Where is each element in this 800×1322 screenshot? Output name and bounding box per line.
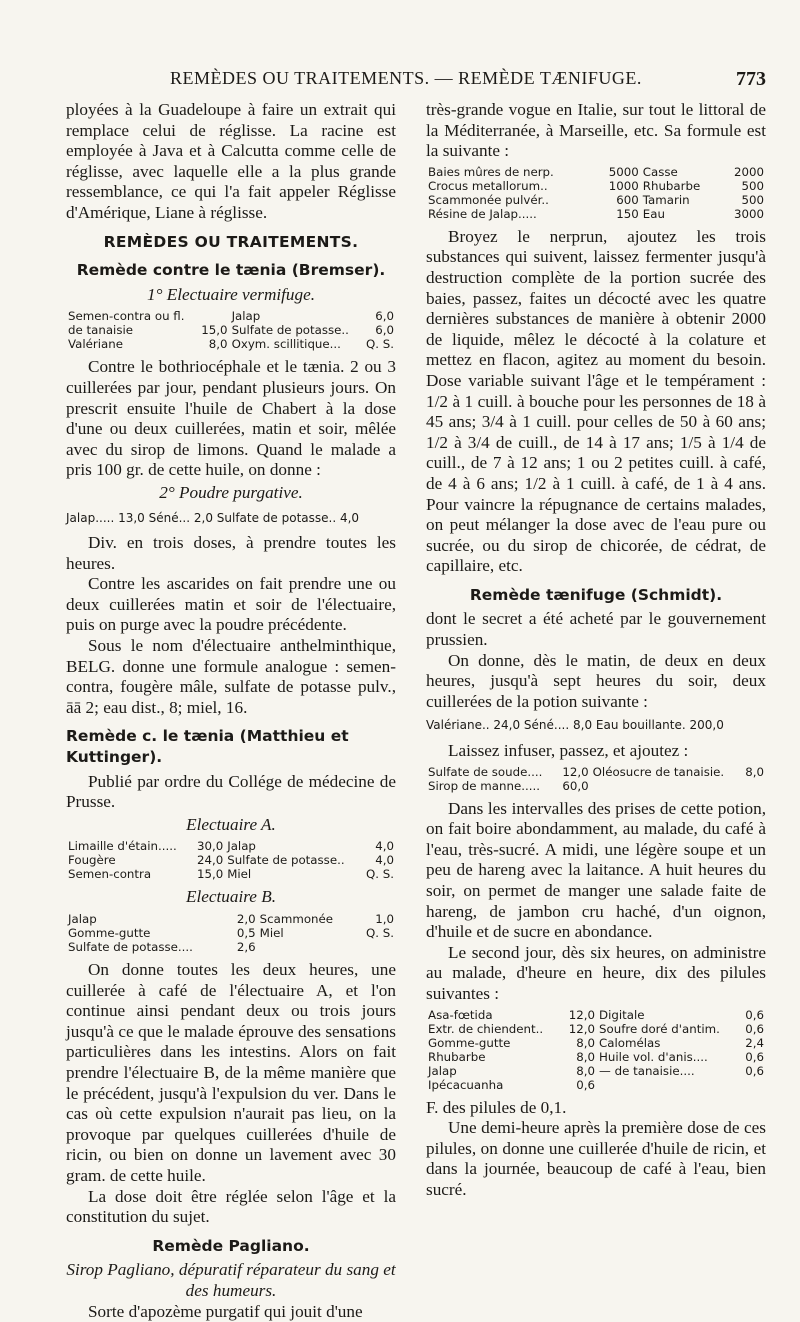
recipe-subtitle: 1° Electuaire vermifuge. [66,285,396,306]
recipe-subtitle: Electuaire A. [66,815,396,836]
ingredient-quantity: 30,0 [192,839,226,853]
table-row [66,309,396,323]
page-number: 773 [736,68,766,91]
paragraph: Une demi-heure après la première dose de ces pilules, on donne une cuillerée d'huile de ricin, et dans la journée, beaucoup de café à l'eau, bien sucré. [426,1118,766,1200]
paragraph: très-grande vogue en Italie, sur tout le littoral de la Méditerranée, à Marseille, etc. Sa formule est la suivante : [426,100,766,162]
ingredient-quantity [197,309,230,323]
paragraph: Le second jour, dès six heures, on administre au malade, d'heure en heure, dix des pilules suivantes : [426,943,766,1005]
table-row [66,867,396,881]
ingredient-name: de tanaisie [66,323,197,337]
ingredient-quantity: 60,0 [557,779,591,793]
table-row [66,940,396,954]
ingredient-quantity: Q. S. [361,337,396,351]
ingredient-quantity: 0,6 [740,1064,766,1078]
table-row [66,912,396,926]
table-row [426,1008,766,1022]
table-row [426,165,766,179]
paragraph: ployées à la Guadeloupe à faire un extrait qui remplace celui de réglisse. La racine est employée à Java et à Calcutta comme celle de réglisse, avec laquelle elle a la plus grande ressemblance, ce qui l'a fait appeler Réglisse d'Amérique, Liane à réglisse. [66,100,396,224]
ingredient-quantity: 2,0 [229,912,258,926]
paragraph: F. des pilules de 0,1. [426,1098,766,1119]
ingredient-quantity: 8,0 [197,337,230,351]
ingredient-quantity: 0,5 [229,926,258,940]
table-row [426,1036,766,1050]
recipe-title: Remède Pagliano. [66,1236,396,1257]
ingredient-quantity: Q. S. [360,867,396,881]
paragraph: On donne, dès le matin, de deux en deux heures, jusqu'à sept heures du soir, deux cuillerées de la potion suivante : [426,651,766,713]
table-row [426,207,766,221]
ingredient-name: Gomme-gutte [66,926,229,940]
table-row [426,1064,766,1078]
left-column [66,100,396,1322]
ingredient-name: Jalap [225,839,360,853]
ingredient-quantity: 0,6 [740,1022,766,1036]
ingredient-name: Jalap [66,912,229,926]
table-row [426,779,766,793]
ingredient-quantity: 8,0 [562,1050,597,1064]
ingredient-quantity: 0,6 [740,1008,766,1022]
ingredient-quantity [741,779,766,793]
header-title: REMÈDES OU TRAITEMENTS. — REMÈDE TÆNIFUGE. [170,68,642,89]
paragraph: Broyez le nerprun, ajoutez les trois substances qui suivent, laissez fermenter jusqu'à destruction complète de la portion sucrée des baies, passez, faites un décocté avec les quatre dernières substances de manière à obtenir 2000 de liquide, mêlez le décocté à la colature et mettez en flacon, agitez au moment du besoin. Dose variable suivant l'âge et le tempérament : 1/2 à 1 cuill. à bouche pour les personnes de 18 à 45 ans; 3/4 à 1 cuill. pour celles de 50 à 60 ans; 1/2 à 3/4 de cuill., de 14 à 17 ans; 1/5 à 1/4 de cuill., de 7 à 12 ans; 1 ou 2 petites cuill. à café, de 4 à 6 ans; 1/2 à 1 cuill. à café, de 1 à 4 ans. Pour vaincre la répugnance de certains malades, on peut mélanger la dose avec de l'eau pure ou sucrée, ou du sirop de chicorée, de cédrat, de capillaire, etc. [426,227,766,577]
ingredient-name: Oxym. scillitique... [230,337,362,351]
table-row [66,337,396,351]
ingredient-name: Ipécacuanha [426,1078,562,1092]
recipe-title: Remède contre le tænia (Bremser). [66,260,396,281]
ingredient-quantity: 0,6 [740,1050,766,1064]
ingredient-name: Sulfate de potasse.. [225,853,360,867]
ingredient-name: Soufre doré d'antim. [597,1022,740,1036]
table-row [426,193,766,207]
ingredient-name: Extr. de chiendent.. [426,1022,562,1036]
ingredient-table [66,309,396,351]
paragraph: dont le secret a été acheté par le gouvernement prussien. [426,609,766,650]
ingredient-quantity [355,940,396,954]
ingredient-quantity: 15,0 [192,867,226,881]
ingredient-quantity: 500 [721,193,766,207]
table-row [426,765,766,779]
ingredient-quantity: 1,0 [355,912,396,926]
ingredient-quantity: 0,6 [562,1078,597,1092]
paragraph: Sous le nom d'électuaire anthelminthique, BELG. donne une formule analogue : semen-contra, fougère mâle, sulfate de potasse pulv., āā 2; eau dist., 8; miel, 16. [66,636,396,718]
ingredient-name: Sulfate de soude.... [426,765,557,779]
ingredient-table [426,1008,766,1092]
section-title: REMÈDES OU TRAITEMENTS. [66,232,396,253]
ingredient-quantity: 8,0 [562,1064,597,1078]
ingredient-name: Huile vol. d'anis.... [597,1050,740,1064]
ingredient-name: Jalap [230,309,362,323]
ingredient-quantity [740,1078,766,1092]
ingredient-quantity: 24,0 [192,853,226,867]
ingredient-quantity: 12,0 [562,1008,597,1022]
ingredient-name [591,779,741,793]
ingredient-quantity: 2,6 [229,940,258,954]
ingredient-name: Gomme-gutte [426,1036,562,1050]
ingredient-quantity: 8,0 [562,1036,597,1050]
ingredient-name: Digitale [597,1008,740,1022]
table-row [426,179,766,193]
table-row [66,839,396,853]
paragraph: Dans les intervalles des prises de cette potion, on fait boire abondamment, au malade, du café à l'eau, très-sucré. A midi, une légère soupe et un peu de hareng avec la laitance. A huit heures du soir, on permet de manger une salade faite de hareng, de jambon cru haché, d'un oignon, d'huile et de sucre en abondance. [426,799,766,943]
ingredient-name: — de tanaisie.... [597,1064,740,1078]
ingredient-table [426,165,766,221]
ingredient-name: Miel [258,926,356,940]
paragraph: Contre le bothriocéphale et le tænia. 2 ou 3 cuillerées par jour, pendant plusieurs jours. On prescrit ensuite l'huile de Chabert à la dose d'une ou deux cuillerées, matin et soir, mêlée avec du sirop de limons. Quand le malade a pris 100 gr. de cette huile, on donne : [66,357,396,481]
ingredient-name: Casse [641,165,722,179]
ingredient-name: Scammonée pulvér.. [426,193,596,207]
recipe-subtitle: 2° Poudre purgative. [66,483,396,504]
recipe-title: Remède tænifuge (Schmidt). [426,585,766,606]
ingredient-quantity: 4,0 [360,853,396,867]
ingredient-quantity: 5000 [596,165,641,179]
ingredient-name [597,1078,740,1092]
ingredient-name: Asa-fœtida [426,1008,562,1022]
ingredient-name: Résine de Jalap..... [426,207,596,221]
ingredient-quantity: 600 [596,193,641,207]
ingredient-name: Sirop de manne..... [426,779,557,793]
ingredient-quantity: 8,0 [741,765,766,779]
ingredient-name: Semen-contra ou fl. [66,309,197,323]
ingredient-name: Sulfate de potasse.... [66,940,229,954]
table-row [426,1050,766,1064]
ingredient-table [426,765,766,793]
ingredient-quantity: 12,0 [562,1022,597,1036]
ingredient-name: Scammonée [258,912,356,926]
ingredient-name: Oléosucre de tanaisie. [591,765,741,779]
recipe-subtitle: Sirop Pagliano, dépuratif réparateur du sang et des humeurs. [66,1260,396,1301]
ingredient-name: Miel [225,867,360,881]
paragraph: La dose doit être réglée selon l'âge et la constitution du sujet. [66,1187,396,1228]
ingredient-name: Rhubarbe [426,1050,562,1064]
ingredient-name: Eau [641,207,722,221]
ingredient-quantity: 6,0 [361,309,396,323]
ingredient-name: Semen-contra [66,867,192,881]
ingredient-name: Crocus metallorum.. [426,179,596,193]
ingredient-quantity: 3000 [721,207,766,221]
ingredient-table [66,839,396,881]
ingredient-name: Fougère [66,853,192,867]
ingredient-quantity: 4,0 [360,839,396,853]
right-column [426,100,766,1201]
ingredient-quantity: 15,0 [197,323,230,337]
paragraph: Publié par ordre du Collége de médecine de Prusse. [66,772,396,813]
ingredient-table [66,912,396,954]
ingredient-name: Tamarin [641,193,722,207]
ingredient-quantity: 2,4 [740,1036,766,1050]
ingredient-name: Baies mûres de nerp. [426,165,596,179]
paragraph: Div. en trois doses, à prendre toutes les heures. [66,533,396,574]
ingredient-name: Valériane [66,337,197,351]
paragraph: On donne toutes les deux heures, une cuillerée à café de l'électuaire A, et l'on continue ainsi pendant deux ou trois jours jusqu'à ce que le malade éprouve des sensations particulières dans les intestins. Alors on fait prendre l'électuaire B, de la même manière que le précédent, jusqu'à l'expulsion du ver. Dans le cas où cette expulsion n'aurait pas lieu, on la provoque par quelques cuillerées d'huile de ricin, ou bien on donne un lavement avec 30 gram. de cette huile. [66,960,396,1187]
table-row [426,1078,766,1092]
table-row [66,853,396,867]
recipe-subtitle: Electuaire B. [66,887,396,908]
table-row [426,1022,766,1036]
ingredient-name: Jalap [426,1064,562,1078]
paragraph: Contre les ascarides on fait prendre une ou deux cuillerées matin et soir de l'électuaire, puis on purge avec la poudre précédente. [66,574,396,636]
ingredient-line: Valériane.. 24,0 Séné.... 8,0 Eau bouillante. 200,0 [426,715,766,736]
ingredient-name: Calomélas [597,1036,740,1050]
ingredient-name: Sulfate de potasse.. [230,323,362,337]
ingredient-quantity: 500 [721,179,766,193]
ingredient-quantity: 1000 [596,179,641,193]
ingredient-quantity: Q. S. [355,926,396,940]
ingredient-line: Jalap..... 13,0 Séné... 2,0 Sulfate de potasse.. 4,0 [66,508,396,529]
paragraph: Laissez infuser, passez, et ajoutez : [426,741,766,762]
ingredient-quantity: 6,0 [361,323,396,337]
ingredient-quantity: 150 [596,207,641,221]
running-header [0,68,800,98]
table-row [66,323,396,337]
ingredient-name [258,940,356,954]
table-row [66,926,396,940]
ingredient-name: Rhubarbe [641,179,722,193]
ingredient-quantity: 2000 [721,165,766,179]
recipe-title: Remède c. le tænia (Matthieu et Kuttinger). [66,726,396,767]
ingredient-name: Limaille d'étain..... [66,839,192,853]
ingredient-quantity: 12,0 [557,765,591,779]
paragraph: Sorte d'apozème purgatif qui jouit d'une [66,1302,396,1322]
